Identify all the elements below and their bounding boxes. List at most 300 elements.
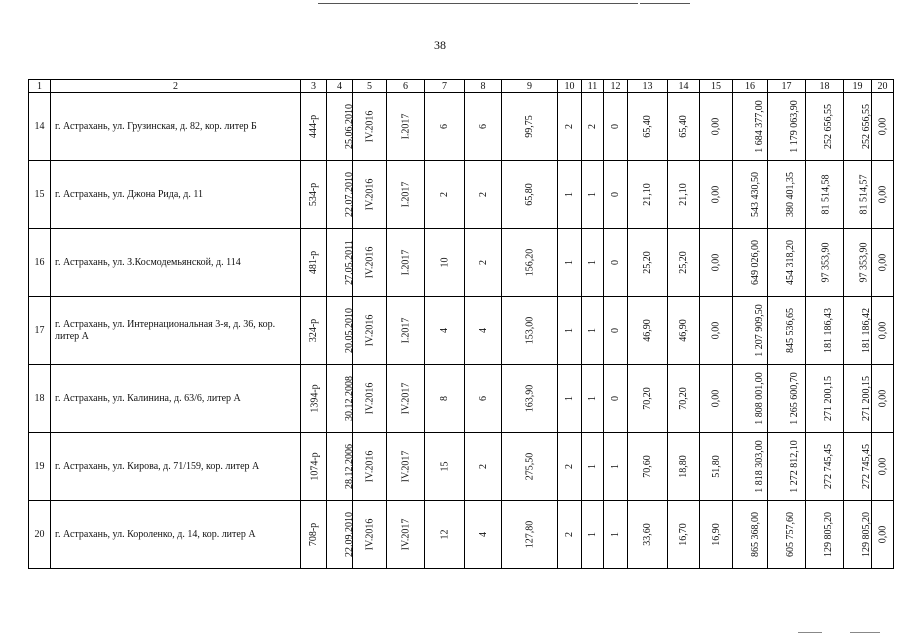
table-cell: [768, 433, 806, 501]
cell-text: 649 026,00: [750, 240, 761, 285]
table-cell: [387, 297, 425, 365]
cell-text: 0: [610, 328, 621, 333]
cell-text: IV.2016: [363, 314, 375, 347]
cell-text: 21,10: [642, 183, 653, 206]
cell-text: 97 353,90: [858, 242, 870, 283]
cell-text: 1: [587, 532, 598, 537]
cell-text: 1 808 001,00: [753, 372, 765, 425]
cell-text: IV.2016: [363, 110, 375, 143]
table-cell: г. Астрахань, ул. Грузинская, д. 82, кор. литер Б: [51, 93, 301, 161]
column-number-row: [29, 80, 894, 93]
cell-text: 2: [477, 260, 489, 265]
table-cell: [558, 365, 582, 433]
cell-text: 30.12.2008: [344, 376, 355, 421]
table-cell: 17: [29, 297, 51, 365]
table-cell: [768, 161, 806, 229]
cell-text: 2: [564, 464, 575, 469]
table-cell: [700, 93, 733, 161]
table-cell: [844, 297, 872, 365]
cell-text: 10: [439, 257, 450, 268]
table-cell: [327, 229, 353, 297]
cell-text: 1: [564, 260, 575, 265]
table-cell: [604, 501, 628, 569]
cell-text: 1: [610, 532, 621, 537]
cell-text: IV.2016: [363, 178, 375, 211]
cell-text: 12: [439, 529, 450, 540]
table-cell: [844, 365, 872, 433]
top-scan-line-1: [318, 3, 638, 4]
table-cell: [353, 365, 387, 433]
column-number: 19: [844, 80, 872, 93]
cell-text: 1 818 303,00: [753, 440, 765, 493]
table-cell: [582, 501, 604, 569]
top-scan-line-2: [640, 3, 690, 4]
table-cell: [582, 229, 604, 297]
column-number: 12: [604, 80, 628, 93]
table-cell: [604, 297, 628, 365]
cell-text: 0,00: [877, 185, 888, 204]
table-cell: [872, 161, 894, 229]
table-cell: [733, 297, 768, 365]
cell-text: 21,10: [678, 183, 689, 206]
table-cell: [353, 161, 387, 229]
table-cell: [301, 433, 327, 501]
cell-text: 1: [564, 396, 575, 401]
cell-text: 16,70: [678, 523, 689, 546]
table-cell: [465, 433, 502, 501]
table-cell: [733, 501, 768, 569]
table-cell: 19: [29, 433, 51, 501]
table-cell: [425, 365, 465, 433]
cell-text: 324-р: [308, 318, 319, 343]
table-cell: [844, 161, 872, 229]
table-cell: [502, 93, 558, 161]
table-cell: [582, 161, 604, 229]
cell-text: 0: [610, 124, 621, 129]
table-cell: 16: [29, 229, 51, 297]
table-cell: [502, 433, 558, 501]
cell-text: 46,90: [678, 319, 689, 342]
table-row: [29, 297, 894, 365]
table-cell: 14: [29, 93, 51, 161]
table-cell: [502, 161, 558, 229]
cell-text: 70,60: [642, 455, 653, 478]
table-cell: [465, 365, 502, 433]
cell-text: 2: [477, 464, 489, 469]
table-cell: [628, 161, 668, 229]
table-cell: [872, 501, 894, 569]
cell-text: 22.09.2010: [344, 512, 355, 557]
cell-text: 0: [610, 396, 621, 401]
table-cell: [425, 161, 465, 229]
cell-text: 1: [564, 192, 575, 197]
table-cell: [387, 365, 425, 433]
cell-text: 271 200,15: [861, 376, 872, 421]
cell-text: 1: [587, 464, 598, 469]
cell-text: 27.05.2011: [343, 240, 355, 285]
table-cell: [301, 365, 327, 433]
column-number: 5: [353, 80, 387, 93]
table-cell: [872, 365, 894, 433]
cell-text: 99,75: [524, 115, 535, 138]
table-cell: [806, 93, 844, 161]
cell-text: 0,00: [710, 185, 722, 204]
cell-text: I.2017: [400, 113, 411, 140]
column-number: 1: [29, 80, 51, 93]
column-number: 20: [872, 80, 894, 93]
cell-text: IV.2016: [363, 450, 375, 483]
table-cell: [700, 365, 733, 433]
cell-text: 163,90: [524, 384, 535, 413]
table-cell: [700, 229, 733, 297]
cell-text: 181 186,42: [861, 308, 872, 353]
table-cell: [668, 501, 700, 569]
table-cell: [465, 161, 502, 229]
table-cell: [872, 229, 894, 297]
table-cell: [582, 93, 604, 161]
table-cell: [353, 501, 387, 569]
table-body: [29, 80, 894, 569]
cell-text: 97 353,90: [820, 242, 832, 283]
column-number: 2: [51, 80, 301, 93]
column-number: 7: [425, 80, 465, 93]
housing-register-table: [28, 79, 894, 569]
table-cell: [768, 365, 806, 433]
cell-text: 271 200,15: [823, 376, 834, 421]
cell-text: 65,40: [678, 115, 689, 138]
cell-text: IV.2016: [363, 246, 375, 279]
table-cell: [425, 297, 465, 365]
column-number: 10: [558, 80, 582, 93]
table-cell: [425, 93, 465, 161]
table-cell: [604, 365, 628, 433]
table-cell: [768, 297, 806, 365]
table-cell: [872, 93, 894, 161]
cell-text: 6: [477, 396, 489, 401]
table-cell: [353, 93, 387, 161]
table-cell: [872, 433, 894, 501]
cell-text: 454 318,20: [785, 240, 796, 285]
cell-text: 845 536,65: [785, 308, 796, 353]
table-cell: [465, 229, 502, 297]
table-cell: [502, 365, 558, 433]
table-cell: [327, 365, 353, 433]
cell-text: 1 207 909,50: [753, 304, 765, 357]
cell-text: 272 745,45: [861, 444, 872, 489]
cell-text: 543 430,50: [750, 172, 761, 217]
table-cell: г. Астрахань, ул. Интернациональная 3-я, д. 36, кор. литер А: [51, 297, 301, 365]
table-cell: [387, 433, 425, 501]
table-row: [29, 93, 894, 161]
cell-text: 16,90: [710, 523, 722, 546]
table-cell: [327, 501, 353, 569]
table-cell: [582, 433, 604, 501]
cell-text: 2: [587, 124, 598, 129]
table-cell: [301, 161, 327, 229]
table-cell: [628, 93, 668, 161]
table-cell: [387, 93, 425, 161]
cell-text: 81 514,57: [858, 174, 870, 215]
table-row: [29, 501, 894, 569]
table-row: [29, 365, 894, 433]
table-cell: [733, 229, 768, 297]
cell-text: 0: [610, 260, 621, 265]
table-row: [29, 161, 894, 229]
table-cell: [700, 161, 733, 229]
table-cell: [628, 297, 668, 365]
cell-text: 0,00: [710, 321, 722, 340]
table-cell: [558, 161, 582, 229]
cell-text: 22.07.2010: [344, 172, 355, 217]
table-cell: г. Астрахань, ул. Калинина, д. 63/6, литер А: [51, 365, 301, 433]
cell-text: 25,20: [642, 251, 653, 274]
cell-text: 481-р: [308, 250, 319, 275]
cell-text: 0,00: [877, 457, 888, 476]
cell-text: 275,50: [524, 452, 535, 481]
table-cell: 18: [29, 365, 51, 433]
cell-text: 444-р: [308, 114, 319, 139]
table-cell: [628, 229, 668, 297]
table-cell: [604, 93, 628, 161]
table-cell: [872, 297, 894, 365]
table-cell: [668, 365, 700, 433]
cell-text: 25.06.2010: [344, 104, 355, 149]
cell-text: 2: [439, 192, 450, 197]
table-cell: [387, 229, 425, 297]
cell-text: 1 265 600,70: [788, 372, 800, 425]
cell-text: IV.2016: [363, 518, 375, 551]
table-cell: [327, 93, 353, 161]
table-cell: [733, 365, 768, 433]
table-cell: [582, 365, 604, 433]
table-cell: [353, 433, 387, 501]
table-row: [29, 433, 894, 501]
cell-text: 1: [587, 192, 598, 197]
table-cell: [668, 161, 700, 229]
table-cell: [806, 161, 844, 229]
table-cell: [558, 93, 582, 161]
cell-text: 127,80: [524, 520, 535, 549]
table-cell: [425, 433, 465, 501]
table-cell: [327, 433, 353, 501]
table-cell: [844, 433, 872, 501]
cell-text: 1: [587, 260, 598, 265]
table-cell: [327, 297, 353, 365]
cell-text: 4: [477, 328, 489, 333]
table-cell: [301, 297, 327, 365]
cell-text: 28.12.2006: [344, 444, 355, 489]
table-cell: [733, 161, 768, 229]
table-cell: 20: [29, 501, 51, 569]
cell-text: 70,20: [642, 387, 653, 410]
cell-text: 0: [610, 192, 621, 197]
table-cell: [668, 297, 700, 365]
cell-text: 1: [610, 464, 621, 469]
cell-text: IV.2017: [399, 382, 411, 415]
table-cell: [700, 501, 733, 569]
cell-text: IV.2017: [399, 450, 411, 483]
table-cell: [733, 93, 768, 161]
cell-text: 0,00: [710, 389, 722, 408]
column-number: 17: [768, 80, 806, 93]
table-cell: [668, 229, 700, 297]
cell-text: 865 368,00: [750, 512, 761, 557]
cell-text: 129 805,20: [823, 512, 834, 557]
cell-text: 1 684 377,00: [753, 100, 765, 153]
cell-text: 4: [439, 328, 450, 333]
table-cell: [558, 297, 582, 365]
cell-text: 2: [477, 192, 489, 197]
cell-text: 1: [564, 328, 575, 333]
column-number: 6: [387, 80, 425, 93]
cell-text: 1 272 812,10: [788, 440, 800, 493]
table-cell: [668, 433, 700, 501]
table-cell: [604, 229, 628, 297]
table-cell: [353, 229, 387, 297]
table-cell: [465, 297, 502, 365]
cell-text: 0,00: [710, 253, 722, 272]
cell-text: 153,00: [524, 316, 535, 345]
table-cell: [465, 501, 502, 569]
cell-text: 2: [564, 124, 575, 129]
cell-text: 20.05.2010: [344, 308, 355, 353]
cell-text: 252 656,55: [823, 104, 834, 149]
table-cell: г. Астрахань, ул. З.Космодемьянской, д. 114: [51, 229, 301, 297]
cell-text: 181 186,43: [823, 308, 834, 353]
cell-text: 4: [477, 532, 489, 537]
table-cell: [700, 433, 733, 501]
column-number: 9: [502, 80, 558, 93]
table-row: [29, 229, 894, 297]
column-number: 13: [628, 80, 668, 93]
table-cell: [558, 501, 582, 569]
cell-text: 81 514,58: [820, 174, 832, 215]
bottom-scan-line-2: [850, 632, 880, 633]
cell-text: 0,00: [877, 321, 888, 340]
cell-text: 65,80: [524, 183, 535, 206]
cell-text: 65,40: [642, 115, 653, 138]
table-cell: [604, 433, 628, 501]
table-cell: [387, 501, 425, 569]
column-number: 14: [668, 80, 700, 93]
cell-text: I.2017: [400, 317, 411, 344]
table-cell: [558, 433, 582, 501]
bottom-scan-line-1: [798, 632, 822, 633]
table-cell: [768, 229, 806, 297]
cell-text: 1: [587, 328, 598, 333]
cell-text: 0,00: [877, 253, 888, 272]
cell-text: 15: [439, 461, 450, 472]
table-cell: г. Астрахань, ул. Кирова, д. 71/159, кор. литер А: [51, 433, 301, 501]
table-cell: [301, 501, 327, 569]
cell-text: 0,00: [877, 117, 888, 136]
table-cell: [844, 93, 872, 161]
cell-text: 46,90: [642, 319, 653, 342]
cell-text: 708-р: [308, 522, 319, 547]
column-number: 15: [700, 80, 733, 93]
table-cell: [628, 365, 668, 433]
table-cell: [700, 297, 733, 365]
cell-text: 2: [564, 532, 575, 537]
table-cell: [604, 161, 628, 229]
cell-text: 1: [587, 396, 598, 401]
cell-text: 129 805,20: [861, 512, 872, 557]
cell-text: 33,60: [642, 523, 653, 546]
table-cell: г. Астрахань, ул. Джона Рида, д. 11: [51, 161, 301, 229]
table-cell: г. Астрахань, ул. Короленко, д. 14, кор. литер А: [51, 501, 301, 569]
cell-text: 272 745,45: [823, 444, 834, 489]
table-cell: [502, 297, 558, 365]
cell-text: 0,00: [710, 117, 722, 136]
table-cell: [628, 501, 668, 569]
table-cell: [387, 161, 425, 229]
column-number: 8: [465, 80, 502, 93]
cell-text: 1394-р: [309, 384, 321, 413]
cell-text: 534-р: [308, 182, 319, 207]
table-cell: [558, 229, 582, 297]
cell-text: 70,20: [678, 387, 689, 410]
column-number: 4: [327, 80, 353, 93]
table-cell: [465, 93, 502, 161]
cell-text: 6: [477, 124, 489, 129]
cell-text: 8: [439, 396, 450, 401]
table-cell: [806, 229, 844, 297]
column-number: 18: [806, 80, 844, 93]
table-cell: [502, 229, 558, 297]
cell-text: 25,20: [678, 251, 689, 274]
cell-text: 0,00: [877, 389, 888, 408]
table-cell: [806, 501, 844, 569]
cell-text: 18,80: [678, 455, 689, 478]
cell-text: 380 401,35: [785, 172, 796, 217]
cell-text: 1 179 063,90: [788, 100, 800, 153]
table-cell: [733, 433, 768, 501]
table-cell: [582, 297, 604, 365]
column-number: 3: [301, 80, 327, 93]
cell-text: 156,20: [524, 248, 535, 277]
table-cell: [502, 501, 558, 569]
table-cell: [425, 501, 465, 569]
column-number: 16: [733, 80, 768, 93]
table-cell: [425, 229, 465, 297]
cell-text: IV.2017: [399, 518, 411, 551]
cell-text: 0,00: [877, 525, 888, 544]
cell-text: 51,80: [710, 455, 722, 478]
cell-text: 252 656,55: [861, 104, 872, 149]
table-cell: [353, 297, 387, 365]
cell-text: I.2017: [400, 181, 411, 208]
table-cell: [806, 297, 844, 365]
cell-text: 6: [439, 124, 450, 129]
page-number: 38: [434, 38, 446, 52]
table-cell: [301, 229, 327, 297]
table-cell: [668, 93, 700, 161]
cell-text: I.2017: [400, 249, 411, 276]
table-cell: [806, 365, 844, 433]
table-cell: [768, 501, 806, 569]
table-cell: [301, 93, 327, 161]
cell-text: IV.2016: [363, 382, 375, 415]
table-cell: [768, 93, 806, 161]
table-cell: [628, 433, 668, 501]
table-cell: [327, 161, 353, 229]
cell-text: 1074-р: [309, 452, 321, 481]
column-number: 11: [582, 80, 604, 93]
table-cell: [844, 229, 872, 297]
table-cell: [806, 433, 844, 501]
table-cell: 15: [29, 161, 51, 229]
cell-text: 605 757,60: [785, 512, 796, 557]
